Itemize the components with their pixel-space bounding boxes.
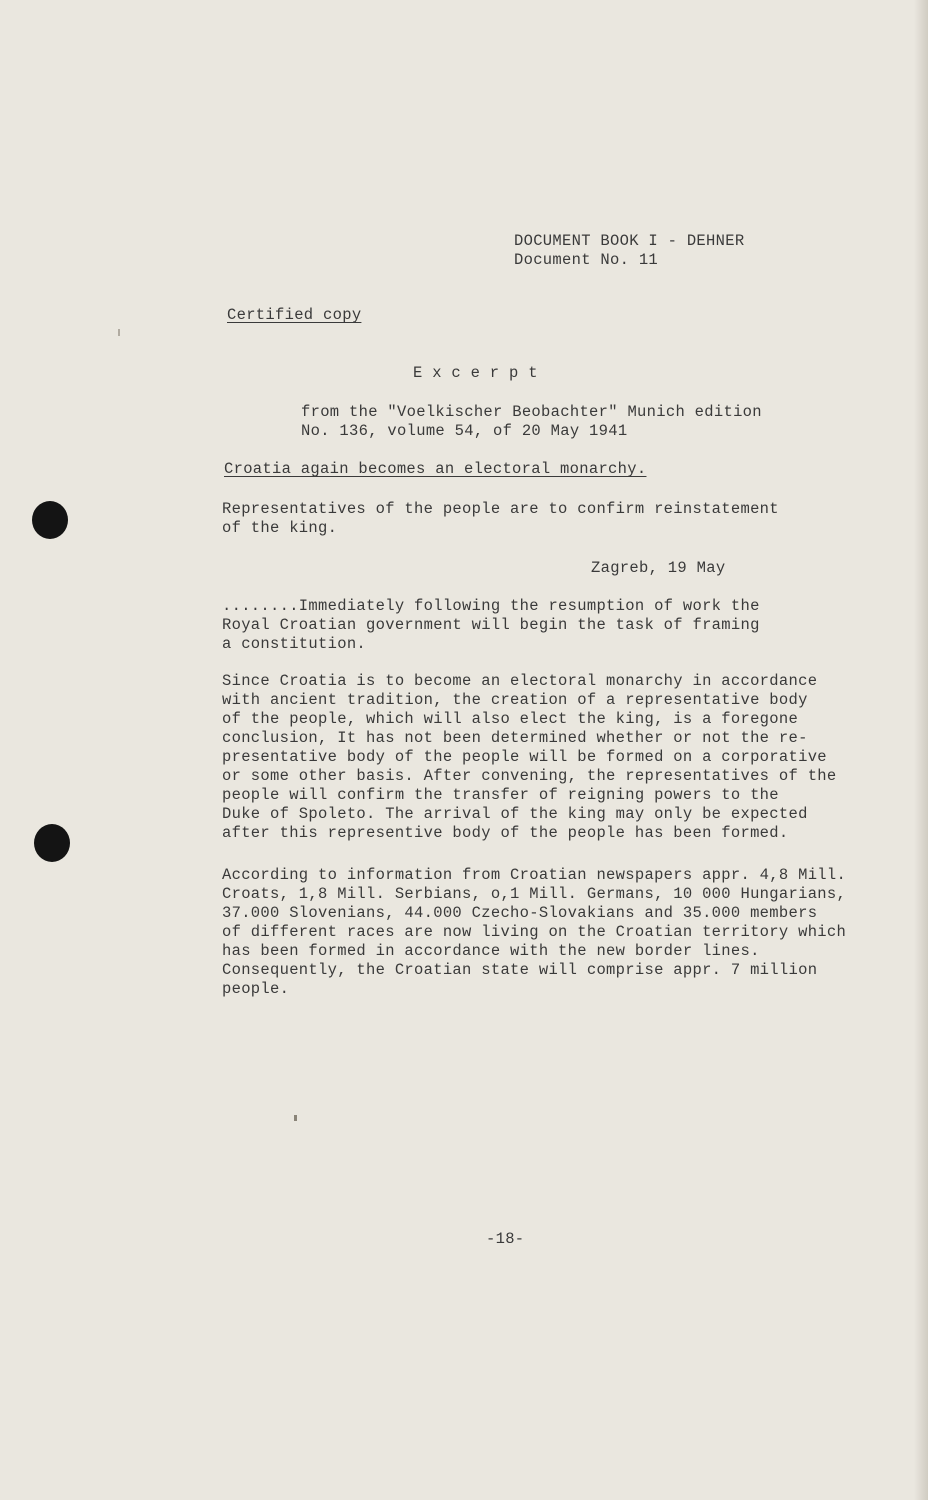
- text-line: of the people, which will also elect the king, is a foregone: [222, 710, 799, 728]
- text-line: a constitution.: [222, 635, 367, 653]
- paragraph-3: [222, 866, 846, 999]
- text-line: Duke of Spoleto. The arrival of the king may only be expected: [222, 805, 808, 823]
- text-line: Croats, 1,8 Mill. Serbians, o,1 Mill. Germans, 10 000 Hungarians,: [222, 885, 847, 903]
- text-line: conclusion, It has not been determined whether or not the re-: [222, 729, 808, 747]
- text-line: Since Croatia is to become an electoral monarchy in accordance: [222, 672, 818, 690]
- punch-hole-upper: [32, 501, 68, 539]
- text-line: Royal Croatian government will begin the task of framing: [222, 616, 760, 634]
- ink-speck: [294, 1115, 297, 1121]
- text-line: ........Immediately following the resumption of work the: [222, 597, 760, 615]
- article-headline: Croatia again becomes an electoral monarchy.: [224, 460, 647, 478]
- source-line: from the "Voelkischer Beobachter" Munich edition: [301, 403, 762, 421]
- text-line: with ancient tradition, the creation of a representative body: [222, 691, 808, 709]
- subheadline-line: of the king.: [222, 519, 338, 537]
- text-line: people.: [222, 980, 290, 998]
- subheadline-line: Representatives of the people are to confirm reinstatement: [222, 500, 779, 518]
- paragraph-2: [222, 672, 837, 843]
- text-line: presentative body of the people will be formed on a corporative: [222, 748, 827, 766]
- text-line: Consequently, the Croatian state will comprise appr. 7 million: [222, 961, 818, 979]
- text-line: According to information from Croatian newspapers appr. 4,8 Mill.: [222, 866, 847, 884]
- text-line: after this representive body of the people has been formed.: [222, 824, 789, 842]
- dateline: Zagreb, 19 May: [591, 559, 726, 577]
- text-line: of different races are now living on the Croatian territory which: [222, 923, 847, 941]
- excerpt-title: E x c e r p t: [413, 364, 538, 382]
- certified-copy-label: Certified copy: [227, 306, 362, 324]
- ink-speck: [118, 329, 120, 336]
- text-line: has been formed in accordance with the new border lines.: [222, 942, 760, 960]
- source-line: No. 136, volume 54, of 20 May 1941: [301, 422, 628, 440]
- page-number: -18-: [486, 1230, 525, 1248]
- punch-hole-lower: [34, 824, 70, 862]
- paragraph-1: [222, 597, 760, 654]
- text-line: 37.000 Slovenians, 44.000 Czecho-Slovakians and 35.000 members: [222, 904, 818, 922]
- text-line: people will confirm the transfer of reigning powers to the: [222, 786, 779, 804]
- document-book-heading: DOCUMENT BOOK I - DEHNER: [514, 232, 745, 250]
- document-number: Document No. 11: [514, 251, 659, 269]
- text-line: or some other basis. After convening, the representatives of the: [222, 767, 837, 785]
